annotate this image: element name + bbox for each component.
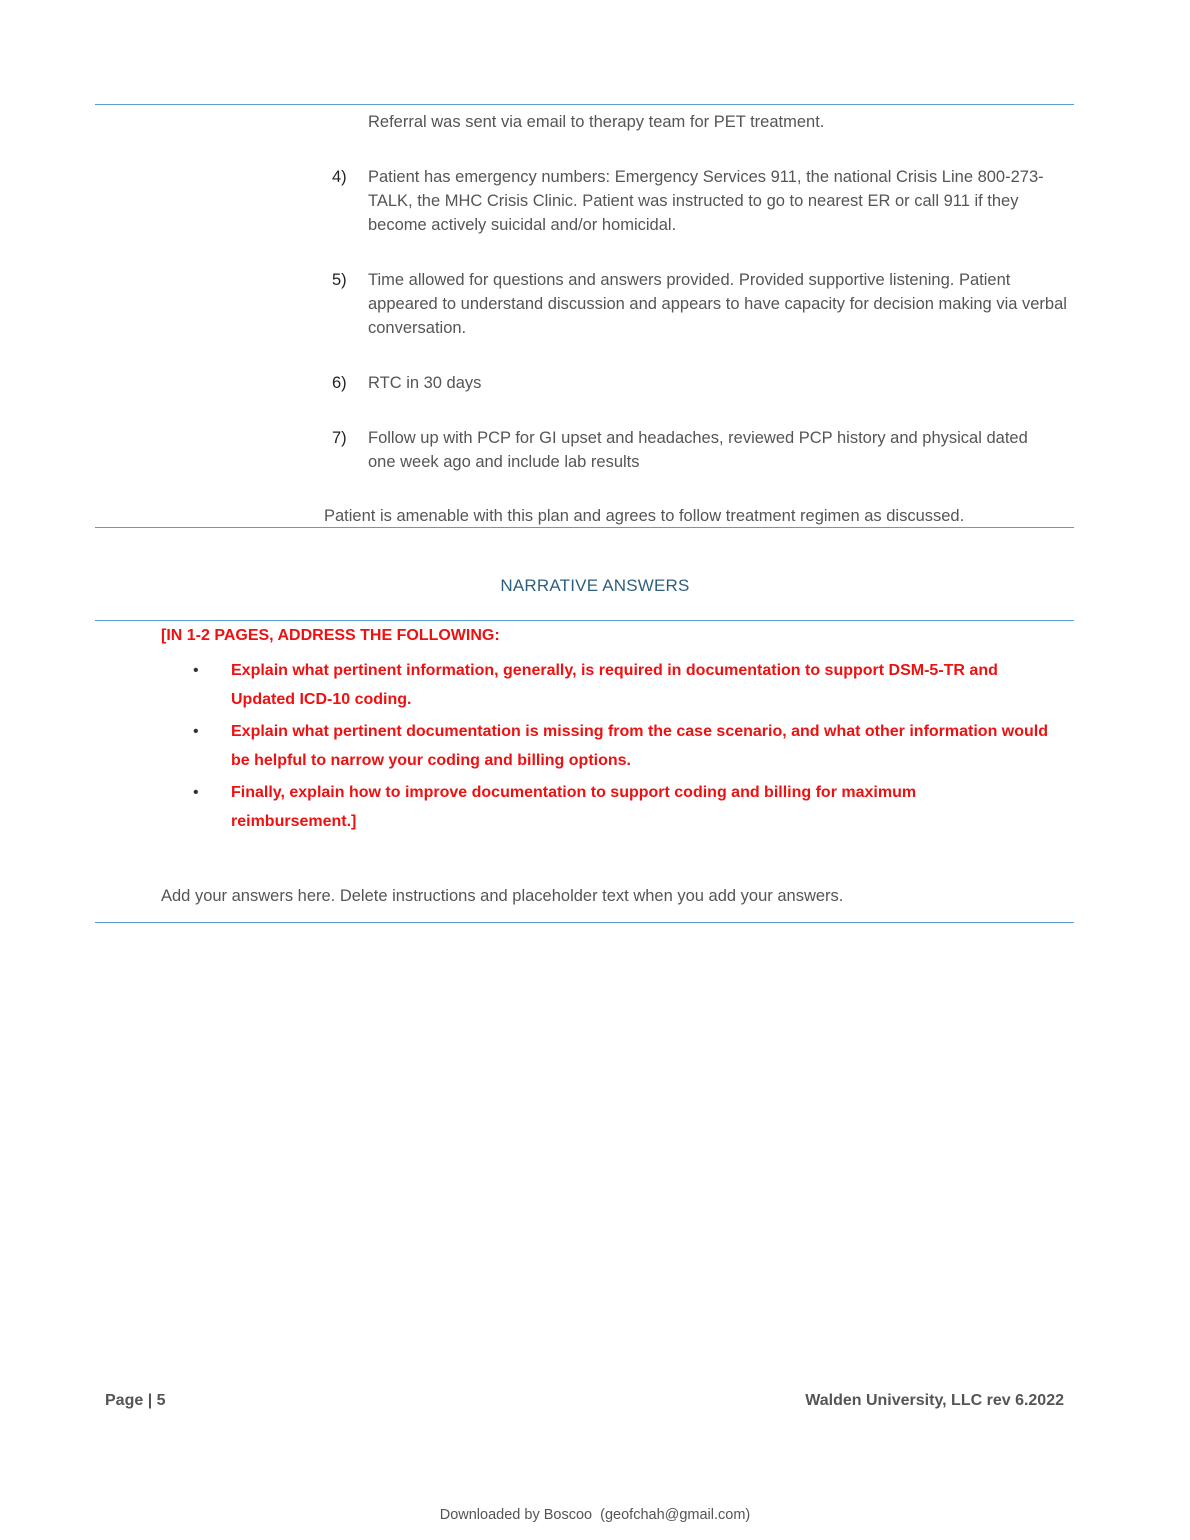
bullet-icon: • bbox=[193, 662, 199, 679]
plan-item-text: Time allowed for questions and answers provided. Provided supportive listening. Patient appeared to understand discussion and appears to have capacity for decision making via verbal conversation. bbox=[368, 271, 1067, 337]
instruction-bullet-text: Finally, explain how to improve documentation to support coding and billing for maximum reimbursement.] bbox=[231, 784, 917, 830]
bullet-icon: • bbox=[193, 723, 199, 740]
answer-bottom-divider bbox=[95, 922, 1074, 923]
plan-item-number: 4) bbox=[332, 168, 347, 186]
top-divider bbox=[95, 104, 1074, 105]
instruction-bullet-list bbox=[161, 656, 1061, 839]
plan-item-text: RTC in 30 days bbox=[368, 374, 482, 392]
instruction-bullet-text: Explain what pertinent documentation is missing from the case scenario, and what other information would be helpful to narrow your coding and billing options. bbox=[231, 723, 1048, 769]
referral-line: Referral was sent via email to therapy team for PET treatment. bbox=[368, 113, 825, 131]
instruction-header: [IN 1-2 PAGES, ADDRESS THE FOLLOWING: bbox=[161, 627, 500, 644]
plan-closing-statement: Patient is amenable with this plan and agrees to follow treatment regimen as discussed. bbox=[324, 507, 965, 525]
plan-item-number: 7) bbox=[332, 429, 347, 447]
page-number: Page | 5 bbox=[105, 1392, 166, 1409]
instruction-bullet-text: Explain what pertinent information, generally, is required in documentation to support DSM-5-TR and Updated ICD-10 coding. bbox=[231, 662, 998, 708]
plan-item-number: 5) bbox=[332, 271, 347, 289]
instruction-bullet bbox=[161, 717, 1061, 775]
plan-item-text: Follow up with PCP for GI upset and headaches, reviewed PCP history and physical dated one week ago and include lab results bbox=[368, 429, 1028, 471]
footer-organization: Walden University, LLC rev 6.2022 bbox=[805, 1392, 1064, 1409]
download-note: Downloaded by Boscoo (geofchah@gmail.com) bbox=[439, 1507, 751, 1523]
instruction-bullet bbox=[161, 656, 1061, 714]
plan-item-number: 6) bbox=[332, 374, 347, 392]
answer-placeholder: Add your answers here. Delete instructions and placeholder text when you add your answers. bbox=[161, 887, 844, 905]
bullet-icon: • bbox=[193, 784, 199, 801]
section-title: NARRATIVE ANSWERS bbox=[500, 576, 690, 595]
plan-item-text: Patient has emergency numbers: Emergency Services 911, the national Crisis Line 800-273-TALK, the MHC Crisis Clinic. Patient was instructed to go to nearest ER or call 911 if they become actively suicidal and/or homicidal. bbox=[368, 168, 1044, 234]
instruction-bullet bbox=[161, 778, 1061, 836]
plan-bottom-divider bbox=[95, 527, 1074, 528]
section-divider bbox=[95, 620, 1074, 621]
